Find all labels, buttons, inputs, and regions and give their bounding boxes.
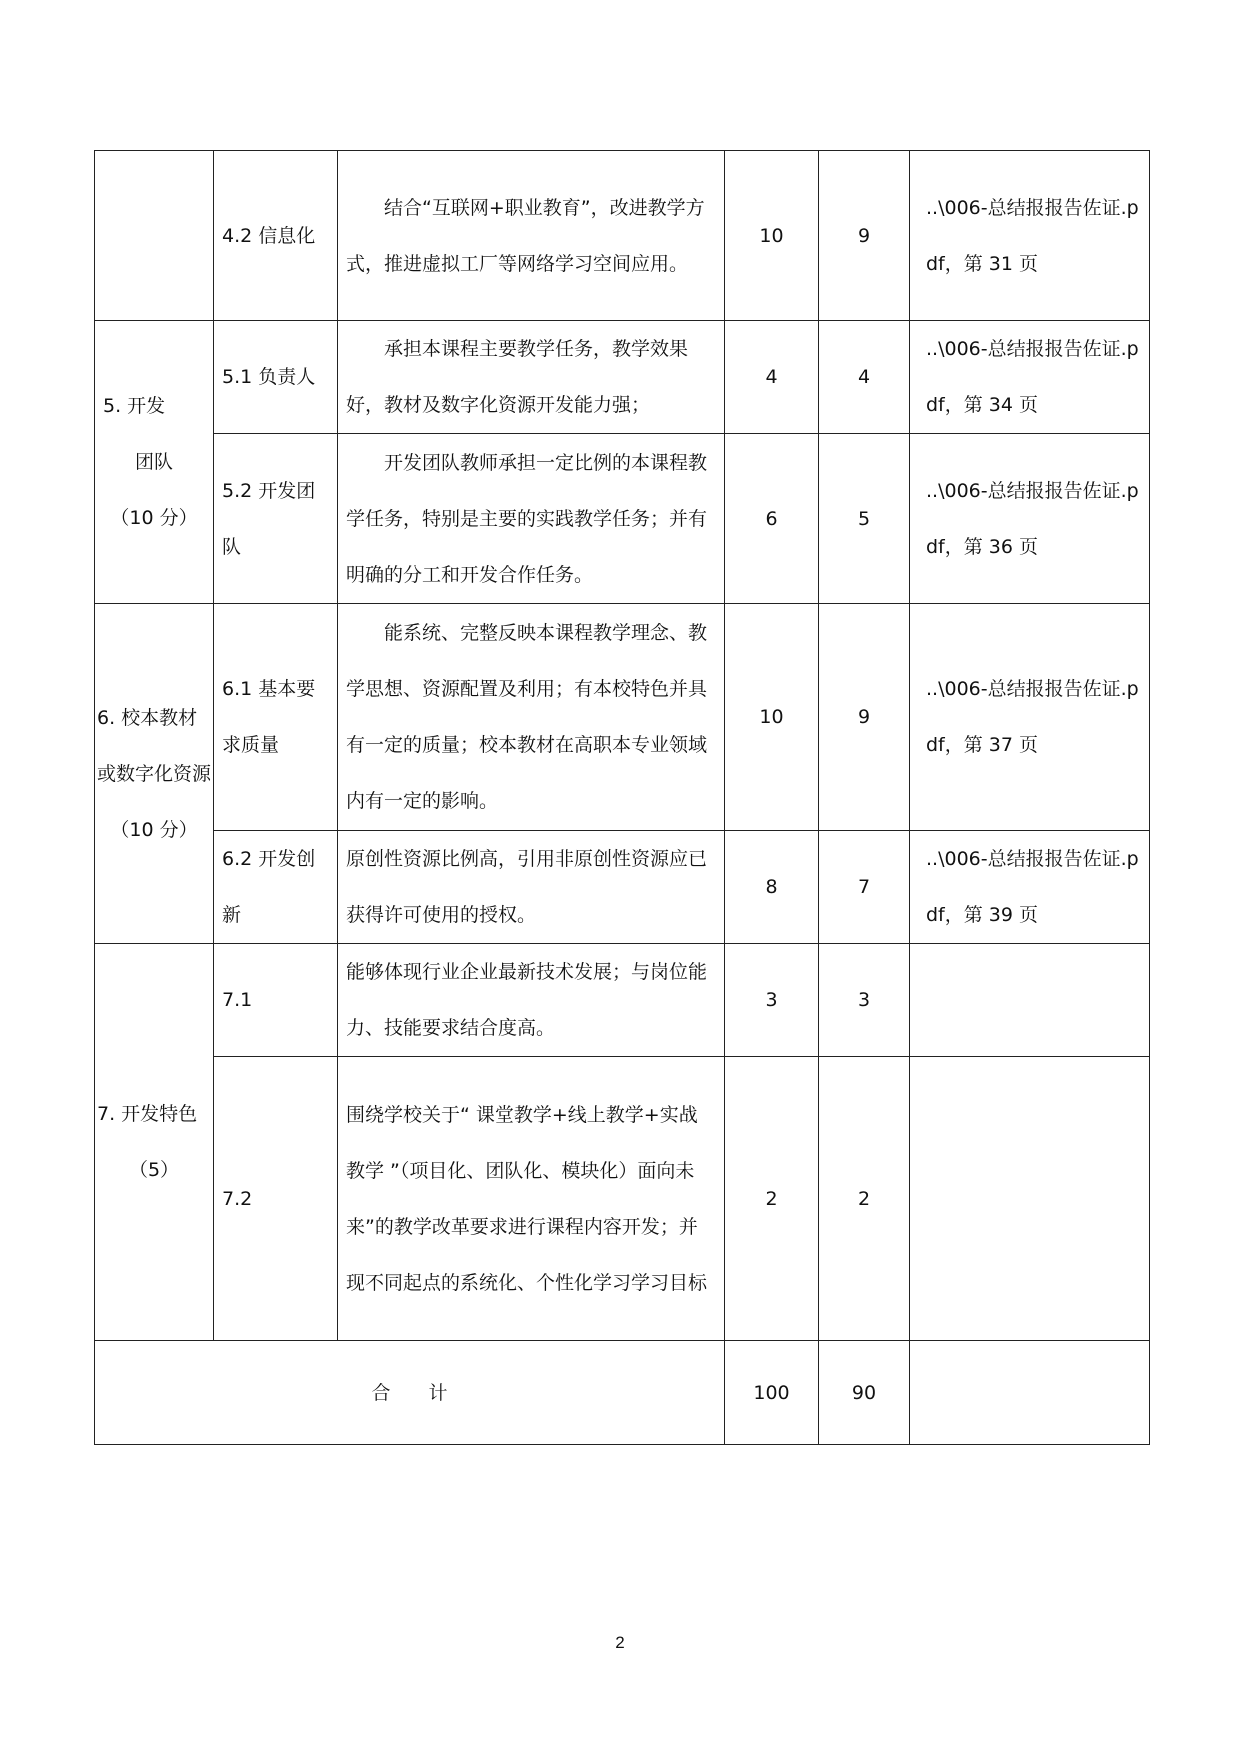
category-line: 7. 开发特色 [97,1103,198,1125]
table-row [95,831,1150,944]
evidence-cell [910,1057,1150,1341]
table-row [95,1057,1150,1341]
item-cell: 7.1 [214,944,338,1057]
total-full-score: 100 [725,1341,819,1445]
table-row [95,151,1150,321]
total-row [95,1341,1150,1445]
score-cell: 9 [819,151,910,321]
page-number: 2 [615,1633,625,1652]
full-score-cell: 10 [725,604,819,831]
evidence-cell: ..\006-总结报报告佐证.pdf，第 39 页 [910,831,1150,944]
full-score-cell: 4 [725,321,819,434]
item-cell: 6.2 开发创新 [214,831,338,944]
evidence-cell: ..\006-总结报报告佐证.pdf，第 34 页 [910,321,1150,434]
total-label: 合 计 [95,1341,725,1445]
score-cell: 9 [819,604,910,831]
score-cell: 7 [819,831,910,944]
category-line: 团队 [134,451,173,473]
category-line: （10 分） [110,507,198,529]
evidence-cell: ..\006-总结报报告佐证.pdf，第 31 页 [910,151,1150,321]
evaluation-table [94,150,1150,1445]
standard-cell: 能够体现行业企业最新技术发展；与岗位能力、技能要求结合度高。 [338,944,725,1057]
full-score-cell: 3 [725,944,819,1057]
item-cell: 5.2 开发团队 [214,434,338,604]
score-cell: 5 [819,434,910,604]
evidence-cell: ..\006-总结报报告佐证.pdf，第 37 页 [910,604,1150,831]
total-score: 90 [819,1341,910,1445]
standard-cell: 原创性资源比例高，引用非原创性资源应已获得许可使用的授权。 [338,831,725,944]
category-cell [95,151,214,321]
score-cell: 3 [819,944,910,1057]
category-line: 5. 开发 [103,395,166,417]
score-cell: 2 [819,1057,910,1341]
total-evidence-cell [910,1341,1150,1445]
standard-cell: 围绕学校关于“ 课堂教学+线上教学+实战教学 ”（项目化、团队化、模块化）面向未来”的教学改革要求进行课程内容开发；并现不同起点的系统化、个性化学习学习目标 [338,1057,725,1341]
item-cell: 6.1 基本要求质量 [214,604,338,831]
category-line: 6. 校本教材或数字化资源 [97,706,212,785]
full-score-cell: 10 [725,151,819,321]
table-row [95,321,1150,434]
category-line: （10 分） [110,818,198,841]
category-cell [95,944,214,1341]
table-row [95,944,1150,1057]
standard-cell: 承担本课程主要教学任务，教学效果好，教材及数字化资源开发能力强； [338,321,725,434]
evidence-cell: ..\006-总结报报告佐证.pdf，第 36 页 [910,434,1150,604]
full-score-cell: 2 [725,1057,819,1341]
category-cell [95,321,214,604]
standard-cell: 开发团队教师承担一定比例的本课程教学任务，特别是主要的实践教学任务；并有明确的分工和开发合作任务。 [338,434,725,604]
item-cell: 7.2 [214,1057,338,1341]
category-cell [95,604,214,944]
standard-cell: 能系统、完整反映本课程教学理念、教学思想、资源配置及利用；有本校特色并具有一定的质量；校本教材在高职本专业领域内有一定的影响。 [338,604,725,831]
full-score-cell: 6 [725,434,819,604]
score-cell: 4 [819,321,910,434]
item-cell: 4.2 信息化 [214,151,338,321]
category-line: （5） [128,1159,180,1181]
full-score-cell: 8 [725,831,819,944]
item-cell: 5.1 负责人 [214,321,338,434]
table-row [95,604,1150,831]
evidence-cell [910,944,1150,1057]
table-row [95,434,1150,604]
standard-cell: 结合“互联网+职业教育”，改进教学方式，推进虚拟工厂等网络学习空间应用。 [338,151,725,321]
